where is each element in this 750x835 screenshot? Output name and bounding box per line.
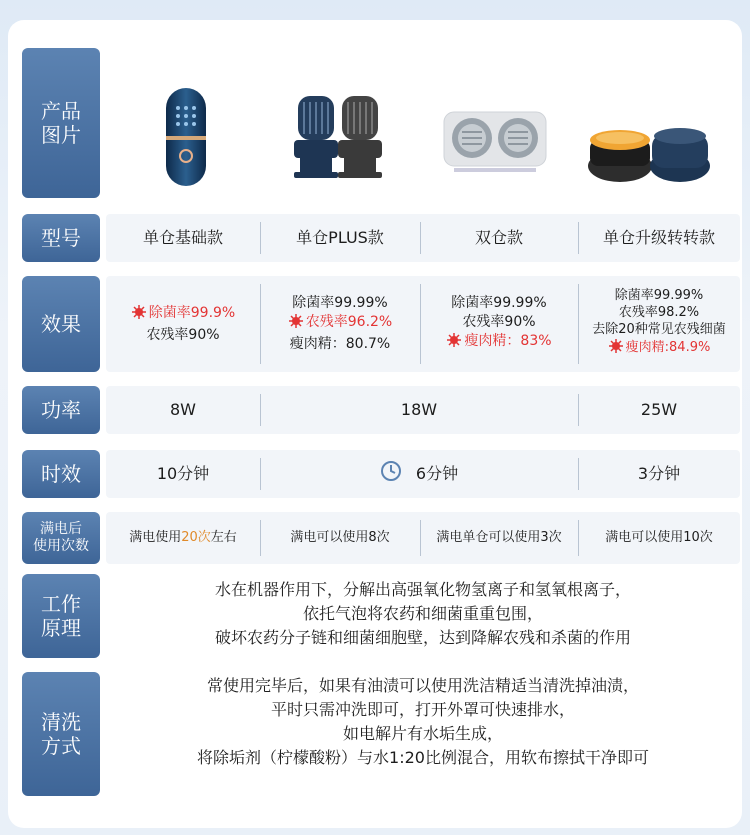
uses-cell: 满电可以使用10次 [605, 530, 713, 546]
virus-icon [446, 332, 462, 354]
label-text: 功率 [41, 398, 81, 422]
time-text: 6分钟 [415, 464, 459, 484]
product-image-basic [160, 88, 212, 188]
label-power [22, 386, 100, 434]
uses-cell: 满电可以使用8次 [290, 530, 390, 546]
virus-icon [288, 313, 304, 335]
effect-line-highlight [288, 313, 392, 335]
label-uses [22, 512, 100, 564]
label-time [22, 450, 100, 498]
label-text: 清洗 方式 [41, 710, 81, 758]
label-text: 产品 图片 [41, 99, 81, 147]
time-cell: 10分钟 [156, 464, 210, 484]
effect-cell [420, 276, 578, 372]
product-image-dual [440, 110, 550, 178]
principle-line: 水在机器作用下，分解出高强氧化物氢离子和氢氧根离子， [214, 580, 631, 599]
principle-line: 依托气泡将农药和细菌重重包围， [302, 604, 543, 623]
effect-line-highlight [131, 304, 235, 326]
uses-text: 左右 [210, 530, 237, 546]
label-text: 时效 [41, 462, 81, 486]
uses-highlight: 20次 [181, 530, 211, 546]
effect-cell [578, 276, 740, 372]
model-cell: 双仓款 [474, 228, 523, 248]
effect-line: 除菌率99.99% [614, 287, 704, 303]
label-text: 效果 [41, 312, 81, 336]
product-image-rotating [584, 118, 714, 192]
virus-icon [608, 338, 624, 360]
label-text: 工作 原理 [41, 592, 81, 640]
label-model [22, 214, 100, 262]
clean-line: 平时只需冲洗即可，打开外罩可快速排水， [270, 700, 575, 719]
label-text: 型号 [41, 226, 81, 250]
effect-cell [260, 276, 420, 372]
power-cell: 8W [170, 400, 196, 420]
effect-line: 农残率90% [146, 326, 220, 343]
principle-text [106, 578, 740, 650]
clean-text [106, 674, 740, 770]
effect-line: 除菌率99.99% [451, 295, 547, 312]
label-clean [22, 672, 100, 796]
effect-text: 瘦肉精：83% [464, 332, 552, 349]
uses-cell [106, 512, 260, 564]
uses-cell: 满电单仓可以使用3次 [436, 530, 562, 546]
effect-line: 农残率98.2% [618, 304, 700, 320]
time-cell: 3分钟 [637, 464, 681, 484]
clean-line: 如电解片有水垢生成， [342, 724, 503, 743]
clean-line: 常使用完毕后，如果有油渍可以使用洗洁精适当清洗掉油渍， [206, 676, 639, 695]
power-cell: 18W [400, 400, 438, 420]
effect-line: 除菌率99.99% [292, 295, 388, 312]
effect-text: 农残率96.2% [305, 314, 393, 331]
effect-line: 去除20种常见农残细菌 [592, 321, 726, 337]
power-cell: 25W [640, 400, 678, 420]
model-cell: 单仓基础款 [142, 228, 223, 248]
product-image-plus [288, 90, 388, 182]
effect-line: 瘦肉精：80.7% [289, 335, 391, 352]
effect-cell [106, 276, 260, 372]
virus-icon [131, 304, 147, 326]
effect-text: 瘦肉精:84.9% [625, 340, 711, 356]
effect-line-highlight [446, 332, 551, 354]
effect-line-highlight [608, 338, 711, 360]
effect-line: 农残率90% [462, 314, 536, 331]
clock-icon [380, 460, 402, 488]
time-cell [260, 450, 578, 498]
model-cell: 单仓PLUS款 [296, 228, 384, 248]
clean-line: 将除垢剂（柠檬酸粉）与水1:20比例混合，用软布擦拭干净即可 [197, 748, 649, 767]
label-principle [22, 574, 100, 658]
label-text: 满电后 使用次数 [33, 520, 89, 554]
label-effect [22, 276, 100, 372]
principle-line: 破坏农药分子链和细菌细胞壁，达到降解农残和杀菌的作用 [214, 628, 631, 647]
effect-text: 除菌率99.9% [148, 304, 236, 321]
model-cell: 单仓升级转转款 [602, 228, 715, 248]
label-product-image [22, 48, 100, 198]
uses-text: 满电使用 [129, 530, 182, 546]
